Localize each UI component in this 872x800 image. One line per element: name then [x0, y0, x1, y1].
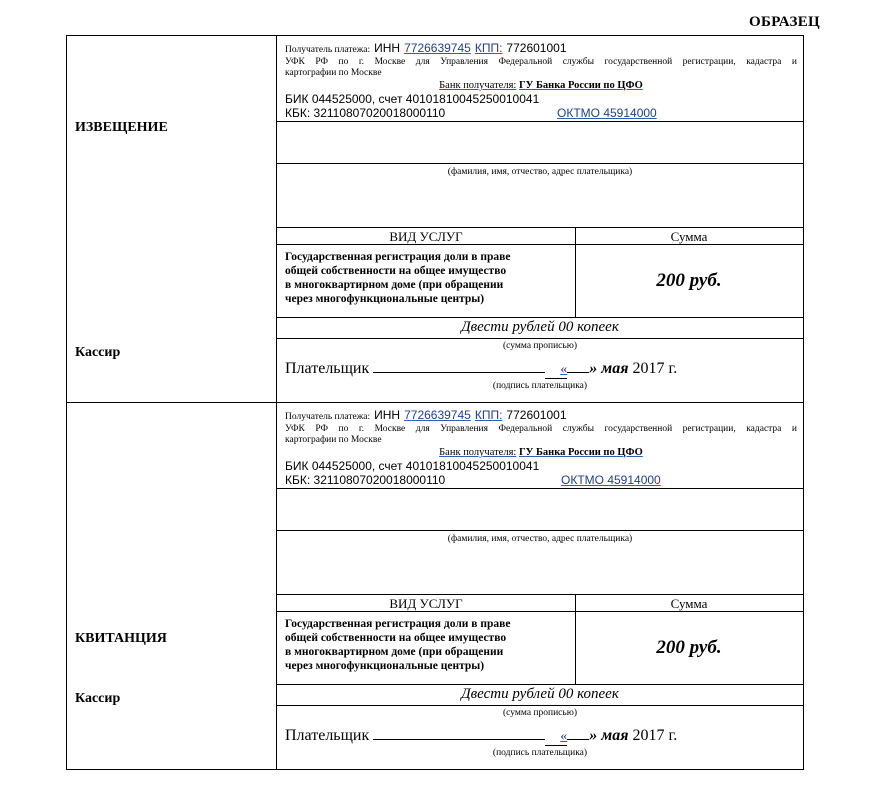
amount-words: Двести рублей 00 копеек — [461, 319, 619, 335]
services-header: ВИД УСЛУГ — [389, 596, 463, 611]
oktmo-value: ОКТМО 45914000 — [561, 473, 661, 487]
receipt-label: КВИТАНЦИЯ — [75, 631, 167, 646]
kpp-value: 772601001 — [506, 41, 567, 55]
recipient-prefix: Получатель платежа: — [285, 412, 371, 422]
bank-label: Банк получателя: — [439, 80, 517, 91]
sample-stamp: ОБРАЗЕЦ — [749, 14, 820, 30]
receipt-section — [66, 402, 804, 770]
bik-line: БИК 044525000, счет 40101810045250010041 — [285, 459, 540, 473]
recipient-prefix: Получатель платежа: — [285, 45, 371, 55]
inn-value: 7726639745 — [404, 408, 471, 422]
date-month: мая — [601, 727, 629, 744]
notice-left-column — [67, 36, 277, 402]
signature-caption: (подпись плательщика) — [492, 381, 588, 391]
inn-label: ИНН — [374, 41, 401, 55]
receipt-cashier-label: Кассир — [75, 691, 121, 706]
amount-words-caption: (сумма прописью) — [503, 341, 577, 351]
kpp-value: 772601001 — [506, 408, 567, 422]
payer-signature-row — [285, 727, 677, 746]
ufk-line-2: картографии по Москве — [285, 435, 382, 445]
payer-caption: (фамилия, имя, отчество, адрес плательщика) — [447, 167, 633, 177]
bank-name: ГУ Банка России по ЦФО — [518, 447, 643, 458]
service-description: Государственная регистрация доли в праве общей собственности на общее имущество в многоквартирном доме (при обращении через многофункциональные центры) — [285, 618, 511, 672]
date-month: мая — [601, 360, 629, 377]
kpp-label: КПП: — [474, 408, 503, 422]
payer-signature-row — [285, 360, 677, 379]
services-header: ВИД УСЛУГ — [389, 229, 463, 244]
payer-caption: (фамилия, имя, отчество, адрес плательщика) — [447, 534, 633, 544]
notice-recipient-block — [285, 39, 797, 120]
sum-header: Сумма — [670, 596, 708, 611]
signature-caption: (подпись плательщика) — [492, 748, 588, 758]
notice-label: ИЗВЕЩЕНИЕ — [75, 120, 168, 135]
payer-label: Плательщик — [285, 727, 370, 744]
bank-label: Банк получателя: — [439, 447, 517, 458]
amount-words-caption: (сумма прописью) — [503, 708, 577, 718]
notice-form — [277, 36, 803, 402]
kpp-label: КПП: — [474, 41, 503, 55]
bik-line: БИК 044525000, счет 40101810045250010041 — [285, 92, 540, 106]
payer-label: Плательщик — [285, 360, 370, 377]
amount-value: 200 руб. — [656, 270, 722, 291]
date-close-quote: » — [589, 360, 598, 377]
notice-cashier-label: Кассир — [75, 345, 121, 360]
notice-section — [66, 35, 804, 403]
date-year: 2017 г. — [632, 727, 678, 744]
date-open-quote: « — [545, 362, 567, 379]
ufk-line-1: УФК РФ по г. Москве для Управления Федеральной службы государственной регистрации, кадастра и — [285, 57, 797, 67]
amount-value: 200 руб. — [656, 637, 722, 658]
receipt-recipient-block — [285, 406, 797, 487]
ufk-line-2: картографии по Москве — [285, 68, 382, 78]
date-year: 2017 г. — [632, 360, 678, 377]
date-close-quote: » — [589, 727, 598, 744]
service-description: Государственная регистрация доли в праве общей собственности на общее имущество в многоквартирном доме (при обращении через многофункциональные центры) — [285, 251, 511, 305]
sum-header: Сумма — [670, 229, 708, 244]
bank-name: ГУ Банка России по ЦФО — [518, 80, 643, 91]
receipt-left-column — [67, 403, 277, 769]
oktmo-value: ОКТМО 45914000 — [557, 106, 657, 120]
ufk-line-1: УФК РФ по г. Москве для Управления Федеральной службы государственной регистрации, кадастра и — [285, 424, 797, 434]
kbk-line: КБК: 32110807020018000110 — [285, 473, 446, 487]
inn-label: ИНН — [374, 408, 401, 422]
date-open-quote: « — [545, 729, 567, 746]
amount-words: Двести рублей 00 копеек — [461, 686, 619, 702]
inn-value: 7726639745 — [404, 41, 471, 55]
receipt-form — [277, 403, 803, 769]
kbk-line: КБК: 32110807020018000110 — [285, 106, 446, 120]
